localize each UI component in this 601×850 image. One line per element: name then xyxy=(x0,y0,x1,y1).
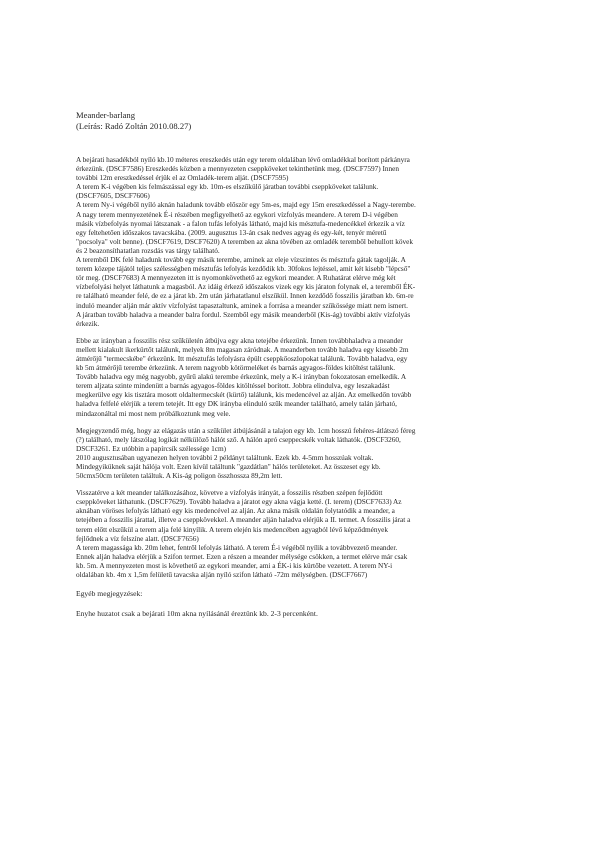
text-line: haladva felfelé elérjük a terem tetejét. Itt egy DK irányba elinduló szűk meander található, amely talán járható, xyxy=(76,399,397,409)
text-line: érkezünk. (DSCF7586) Ereszkedés közben a mennyezeten cseppköveket tekinthetünk meg. (DSCF7597) Innen xyxy=(76,164,400,174)
text-line: Ennek alján haladva elérjük a Szifon termet. Ezen a részen a meander mélysége csökken, a termet elérve már csak xyxy=(76,551,408,561)
text-line: 2010 augusztusában ugyanezen helyen további 2 példányt találtunk. Ezek kb. 4-5mm hosszúak voltak. xyxy=(76,452,374,462)
text-line: átmérőjű "termecskébe" érkezünk. Itt mésztufás lefolyásra épült cseppkőoszlopokat találunk. Tovább haladva, egy xyxy=(76,353,408,363)
paragraph-main-description xyxy=(76,155,576,328)
notes-text: Enyhe huzatot csak a bejárati 10m akna nyílásánál éreztünk kb. 2-3 percenként. xyxy=(76,609,318,619)
text-line: A terem Ny-i végéből nyíló aknán haladunk tovább először egy 5m-es, majd egy 15m ereszkedéssel a Nagy-terembe. xyxy=(76,200,416,210)
notes-title: Egyéb megjegyzések: xyxy=(76,589,143,599)
text-line: re található meander felé, de ez a járat kb. 2m után járhatatlanul elszűkül. Innen kezdődő fosszilis járatban kb. 6m-re xyxy=(76,291,414,301)
paragraph-worm-observation xyxy=(76,426,576,481)
text-line: kb. 5m. A mennyezeten most is követhető az egykori meander, ami a ÉK-i kis kürtőbe vezetett. A terem NY-i xyxy=(76,560,393,570)
text-line: (?) található, mely látszólag logikát nélkülöző hálót sző. A hálón apró cseppecskék voltak láthatók. (DSCF3260, xyxy=(76,434,401,444)
text-line: DSCF3261. Ez utóbbin a papírcsík szélessége 1cm) xyxy=(76,443,227,453)
text-line: tör meg. (DSCF7683) A mennyezeten itt is nyomonkövethető az egykori meander. A Ruhatárat elérve még két xyxy=(76,273,396,283)
text-line: vízbefolyási helyet láthatunk a magasból. Az idáig érkező időszakos vizek egy kis járaton folynak el, a teremből ÉK- xyxy=(76,282,416,292)
text-line: tetejében a fosszilis járattal, illetve a cseppkövekkel. A meander alján haladva elérjük a II. termet. A fosszilis járat a xyxy=(76,515,411,525)
text-line: 50cmx50cm területen találtuk. A Kis-ág poligon összhossza 89,2m lett. xyxy=(76,471,283,481)
text-line: A teremből DK felé haladunk tovább egy másik terembe, aminek az eleje vízszintes és mésztufa gátak tagolják. A xyxy=(76,255,406,265)
text-line: egy feltehetően időszakos tavacskába. (2009. augusztus 13-án csak nedves agyag és egy-két, tenyér méretű xyxy=(76,227,387,237)
text-line: A nagy terem mennyezetének É-i részében megfigyelhető az egykori vízfolyás meandere. A terem D-i végében xyxy=(76,209,398,219)
text-line: terem előtt elszűkül a terem alja felé kinyílik. A terem elején kis medencében agyagból lévő képződmények xyxy=(76,524,388,534)
text-line: A bejárati hasadékból nyíló kb.10 méteres ereszkedés után egy terem oldalában lévő omladékkal borított párkányra xyxy=(76,155,410,164)
text-line: további 12m ereszkedéssel érjük el az Omladék-terem alját. (DSCF7595) xyxy=(76,173,289,183)
text-line: terem közepe tájától teljes szélességben mésztufás lefolyás kezdődik kb. 30fokos lejtéssel, amit két kisebb "lépcső" xyxy=(76,264,411,274)
text-line: másik vízbefolyás nyomai látszanak - a falon tufás lefolyás látható, majd kis mésztufa-medencékkel érkezik a víz xyxy=(76,218,405,228)
document-body xyxy=(76,155,576,619)
text-line: induló meander alján már aktív vízfolyást tapasztaltunk, aminek a forrása a meander szűkössége miatt nem ismert. xyxy=(76,300,408,310)
text-line: Ebbe az irányban a fosszilis rész szűkületén átbújva egy akna tetejébe érkezünk. Innen továbbhaladva a meander xyxy=(76,335,403,345)
text-line: mindazonáltal mi most nem próbálkoztunk meg vele. xyxy=(76,408,231,418)
text-line: terem aljzata szinte mindenütt a barnás agyagos-földes kitöltéssel borított. Jobbra elindulva, egy leszakadást xyxy=(76,381,390,391)
text-line: cseppköveket láthatunk. (DSCF7629). Tovább haladva a járatot egy akna vágja ketté. (I. terem) (DSCF7633) Az xyxy=(76,497,402,507)
paragraph-fossil-section xyxy=(76,336,576,418)
text-line: Visszatérve a két meander találkozásához, követve a vízfolyás irányát, a fosszilis részben szépen fejlődött xyxy=(76,488,383,498)
text-line: kb 5m átmérőjű terembe érkezünk. A terem nagyobb kötörmeléket és barnás agyagos-földes kitöltést találunk. xyxy=(76,363,396,373)
text-line: érkezik. xyxy=(76,318,100,328)
text-line: (DSCF7605, DSCF7606) xyxy=(76,191,150,201)
text-line: Mindegyiküknek saját hálója volt. Ezen kívül találtunk "gazdátlan" hálós területeket. Az összeset egy kb. xyxy=(76,462,381,471)
text-line: fejlődnek a víz felszíne alatt. (DSCF7656) xyxy=(76,533,199,543)
paragraph-return-meander xyxy=(76,488,576,579)
text-line: oldalában kb. 4m x 1,5m felületű tavacska alján nyíló szifon látható -72m mélységben. (DSCF7667) xyxy=(76,570,368,580)
text-line: megkerülve egy kis tisztára mosott oldaltermecskét (kürtő) találunk, kis medencével az alján. Az emelkedőn tovább xyxy=(76,390,412,400)
text-line: Tovább haladva egy még nagyobb, gyűrű alakú terembe érkezünk, mely a K-i irányban fokozatosan emelkedik. A xyxy=(76,372,407,382)
document-header xyxy=(76,110,376,132)
text-line: A terem K-i végében kis felmászással egy kb. 10m-es elszűkülő járatban további cseppköveket találunk. xyxy=(76,182,379,192)
text-line: és 2 beazonsíthatatlan rozsdás vas tárgy található. xyxy=(76,245,220,255)
text-line: "pocsolya" volt benne). (DSCF7619, DSCF7620) A teremben az akna tövében az omladék teremből behullott kövek xyxy=(76,236,413,246)
text-line: Megjegyzendő még, hogy az elágazás után a szűkület átbújásánál a talajon egy kb. 1cm hosszú fehéres-átlátszó féreg xyxy=(76,425,416,435)
text-line: mellett kialakult ikerkürtőt találunk, melyek 8m magasan záródnak. A meanderben tovább haladva egy kissebb 2m xyxy=(76,344,409,354)
text-line: A járatban tovább haladva a meander balra fordul. Szemből egy másik meanderből (Kis-ág) további aktív vízfolyás xyxy=(76,309,411,319)
text-line: aknában vöröses lefolyás látható egy kis medencével az alján. Az akna másik oldalán folytatódik a meander, a xyxy=(76,506,395,516)
text-line: A terem magassága kb. 20m lehet, fentről lefolyás látható. A terem É-i végéből nyílik a továbbvezető meander. xyxy=(76,542,398,552)
author-line: (Leírás: Radó Zoltán 2010.08.27) xyxy=(76,121,192,131)
document-title: Meander-barlang xyxy=(76,110,135,120)
